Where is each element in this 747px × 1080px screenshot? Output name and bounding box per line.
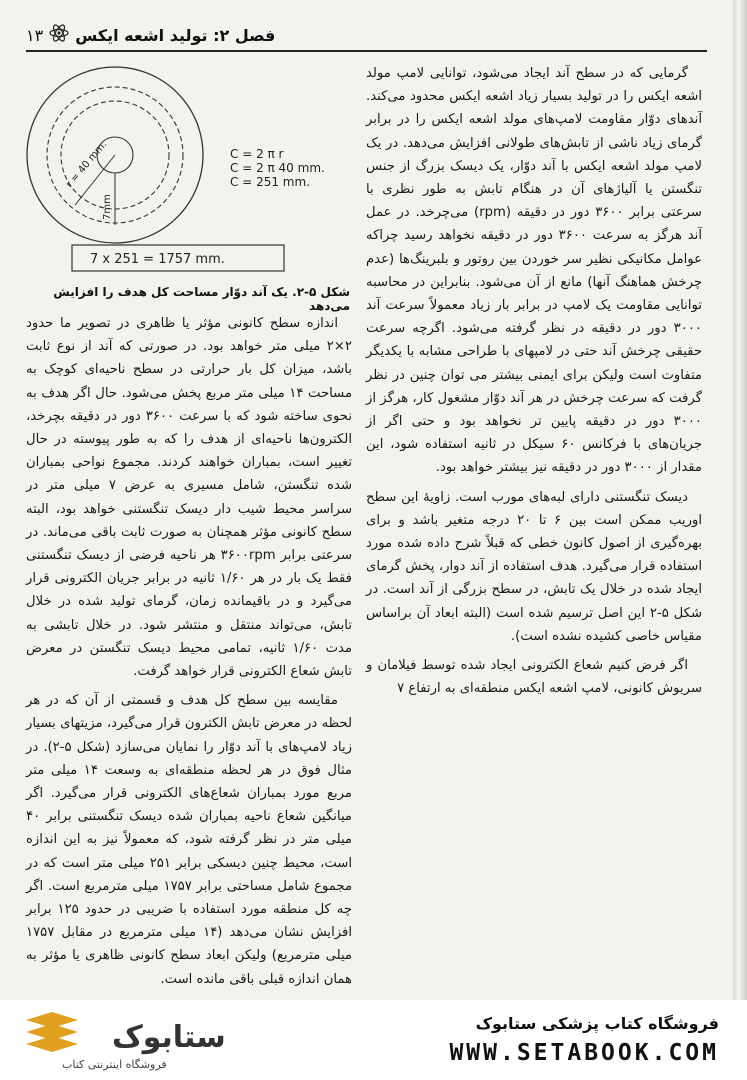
page-header — [26, 20, 707, 52]
formula-2: C = 2 π 40 mm. — [230, 161, 325, 175]
width-label: 7mm — [102, 194, 113, 220]
setabook-logo — [22, 1010, 292, 1072]
left-column — [26, 312, 352, 1000]
formula-1: C = 2 π r — [230, 147, 284, 161]
chapter-title: فصل ۲: تولید اشعه ایکس — [75, 25, 276, 45]
shop-url[interactable]: WWW.SETABOOK.COM — [449, 1040, 719, 1066]
radius-label: r = 40 mm. — [64, 139, 110, 191]
formula-3: C = 251 mm. — [230, 175, 310, 189]
paragraph: گرمایی که در سطح آند ایجاد می‌شود، توانایی لامپ مولد اشعه ایکس را در تولید بسیار زیاد اشعه ایکس محدود می‌کند. آندهای دوّار مقاومت لامپ‌های مولد اشعه ایکس را در برابر گرمای زیاد ناشی از تابش‌های طولانی افزایش می‌دهد. در یک لامپ مولد اشعه ایکس با آند دوّار، یک دیسک بزرگ از جنس تنگستن یا آلیاژهای آن در هنگام تابش به طور نظری با سرعتی برابر ۳۶۰۰ دور در دقیقه (rpm) می‌چرخد. در عمل آند هرگز به سرعت ۳۶۰۰ دور در دقیقه نخواهد رسید چراکه عوامل مکانیکی نظیر سر خوردن بین روتور و بلبرینگ‌ها (عدم چرخش هماهنگ آنها) مانع از آن می‌شود. بنابراین در محاسبه توانایی مقاومت یک لامپ در برابر بار زیاد معمولاً سرعت آند ۳۰۰۰ دور در دقیقه در نظر گرفته می‌شود. اگرچه سرعت حقیقی چرخش آند حتی در لامپهای با طراحی مشابه با یکدیگر متفاوت است ولیکن برای ایمنی بیشتر می توان چنین در نظر گرفت که سرعت چرخش در هر آند دوّار مشغول کار، هرگز از ۳۰۰۰ دور در دقیقه پایین تر نخواهد بود و حتی اگر از جریان‌های با فرکانس ۶۰ سیکل در ثانیه استفاده شود، این مقدار از ۳۰۰۰ دور در دقیقه نیز بیشتر خواهد بود. — [366, 66, 702, 476]
atom-icon — [49, 23, 69, 47]
page-number: ۱۳ — [26, 25, 44, 45]
page-edge — [733, 0, 747, 1000]
right-column — [366, 62, 702, 706]
rotating-anode-figure — [20, 60, 350, 310]
figure-caption: شکل ۵-۲. یک آند دوّار مساحت کل هدف را افزایش می‌دهد — [53, 285, 350, 313]
logo-subtitle: فروشگاه اینترنتی کتاب — [62, 1058, 167, 1071]
book-stack-icon — [22, 1010, 82, 1060]
result-text: 7 x 251 = 1757 mm. — [90, 252, 225, 267]
shop-title: فروشگاه کتاب پزشکی ستابوک — [475, 1014, 719, 1033]
logo-text: ستابوک — [112, 1020, 226, 1055]
paragraph: دیسک تنگستنی دارای لبه‌های مورب است. زاویهٔ این سطح اوریب ممکن است بین ۶ تا ۲۰ درجه متغیر باشد و برای بهره‌گیری از اصول کانون خطی که قبلاً شرح داده شده مورد استفاده قرار می‌گیرد. هدف استفاده از آند دوار، پخش گرمای ایجاد شده در خلال یک تابش، در سطح بزرگی از آند است. در شکل ۵-۲ این اصل ترسیم شده است (البته ابعاد آن براساس مقیاس خاصی کشیده نشده است). — [366, 489, 703, 644]
paragraph: مقایسه بین سطح کل هدف و قسمتی از آن که در هر لحظه در معرض تابش الکترون قرار می‌گیرد، مزیتهای بسیار زیاد لامپ‌های با آند دوّار را نمایان می‌سازد (شکل ۵-۲). در مثال فوق در هر لحظه منطقه‌ای به وسعت ۱۴ میلی متر مربع مورد بمباران شعاع‌های الکترونی قرار می‌گیرد. اگر میانگین شعاع ناحیه بمباران شده دیسک تنگستنی برابر ۴۰ میلی متر در نظر گرفته شود، که معمولاً نیز به این اندازه است، محیط چنین دیسکی برابر ۲۵۱ میلی متر است که در مجموع شامل مساحتی برابر ۱۷۵۷ میلی مترمربع است. اگر چه کل منطقه مورد استفاده با ضریبی در حدود ۱۲۵ برابر افزایش نشان می‌دهد (۱۴ میلی مترمربع در مقابل ۱۷۵۷ میلی مترمربع) ولیکن ابعاد سطح کانونی ظاهری یا مؤثر به همان اندازه قبلی باقی مانده است. — [26, 693, 353, 987]
paragraph: اگر فرض کنیم شعاع الکترونی ایجاد شده توسط فیلامان و سریوش کانونی، لامپ اشعه ایکس منطقه‌ای به ارتفاع ۷ — [366, 658, 702, 697]
paragraph: اندازه سطح کانونی مؤثر یا ظاهری در تصویر ما حدود ۲×۲ میلی متر خواهد بود. در صورتی که آند از نوع ثابت باشد، میزان کل بار حرارتی در سطح ناحیه‌ای کوچک به مساحت ۱۴ میلی متر مربع پخش می‌شود. حال اگر هدف به نحوی ساخته شود که با سرعت ۳۶۰۰ دور در دقیقه بچرخد، الکترون‌ها ناحیه‌ای از هدف را که به طور پیوسته در حال تغییر است، بمباران خواهند کردند. مجموع نواحی بمباران شده تنگستن، شامل مسیری به عرض ۷ میلی متر در سراسر محیط شیب دار دیسک تنگستنی خواهد بود، البته سطح کانونی مؤثر همچنان به صورت ثابت باقی می‌ماند. در سرعتی برابر ۳۶۰۰rpm هر ناحیه فرضی از دیسک تنگستنی فقط یک بار در هر ۱/۶۰ ثانیه در برابر جریان الکترونی قرار می‌گیرد و در باقیمانده زمان، گرمای تولید شده در خلال تابش، می‌تواند منتقل و منتشر شود. در خلال تابشی به مدت ۱/۶۰ ثانیه، تمامی محیط دیسک تنگستن در معرض تابش شعاع الکترونی قرار خواهد گرفت. — [26, 316, 353, 680]
watermark-footer — [0, 1000, 747, 1080]
